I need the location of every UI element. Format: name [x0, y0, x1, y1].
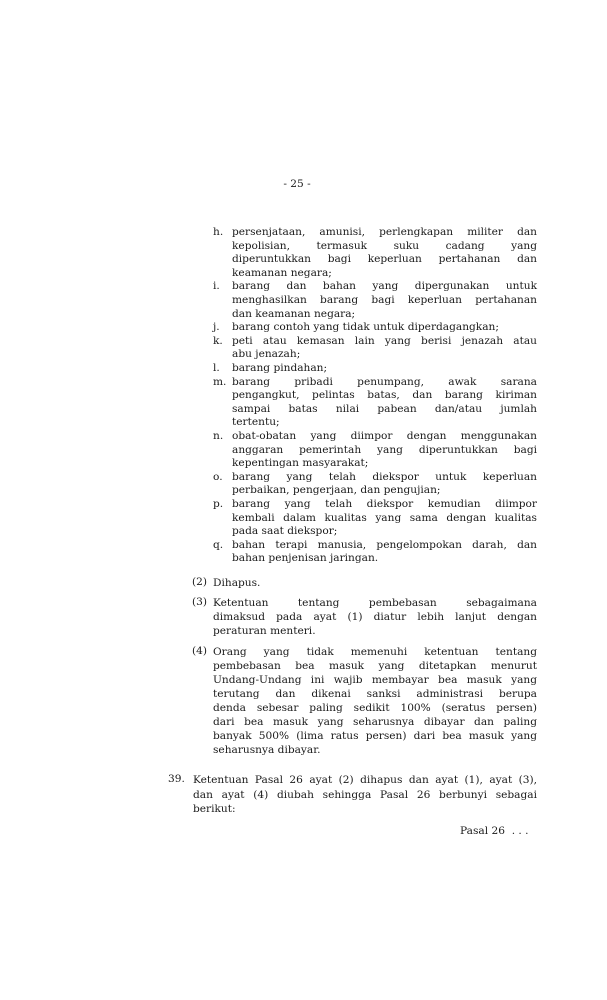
- item-label: p.: [213, 498, 224, 510]
- item-label: o.: [213, 470, 223, 483]
- text-line: barang pribadi penumpang, awak sarana: [232, 375, 537, 388]
- item-label: q.: [213, 538, 224, 551]
- item-label: l.: [213, 362, 220, 374]
- text-line: kepolisian, termasuk suku cadang yang: [232, 239, 537, 252]
- text-line: bahan penjenisan jaringan.: [232, 552, 379, 565]
- item-label: h.: [213, 226, 224, 238]
- text-line: kepentingan masyarakat;: [232, 457, 369, 470]
- text-line: peraturan menteri.: [213, 625, 316, 637]
- text-line: sampai batas nilai pabean dan/atau jumlah: [232, 402, 537, 415]
- text-line: seharusnya dibayar.: [213, 744, 321, 756]
- text-line: dari bea masuk yang seharusnya dibayar dan paling: [213, 716, 537, 728]
- text-line: barang contoh yang tidak untuk diperdagangkan;: [232, 321, 499, 334]
- item-label: (4): [192, 645, 208, 657]
- text-line: kembali dalam kualitas yang sama dengan kualitas: [232, 511, 537, 524]
- text-line: abu jenazah;: [232, 348, 301, 361]
- text-line: Orang yang tidak memenuhi ketentuan tentang: [213, 646, 537, 658]
- next-page-catchword: Pasal 26 . . .: [460, 825, 529, 837]
- text-line: barang dan bahan yang dipergunakan untuk: [232, 280, 537, 293]
- text-line: banyak 500% (lima ratus persen) dari bea masuk yang: [213, 730, 537, 742]
- item-label: k.: [213, 334, 223, 347]
- text-line: barang yang telah diekspor kemudian diimpor: [232, 498, 537, 510]
- text-line: perbaikan, pengerjaan, dan pengujian;: [232, 484, 441, 497]
- text-line: Dihapus.: [213, 577, 261, 589]
- text-line: Ketentuan Pasal 26 ayat (2) dihapus dan ayat (1), ayat (3),: [193, 774, 537, 786]
- item-label: (2): [192, 576, 208, 588]
- item-label: m.: [213, 375, 227, 388]
- text-line: pengangkut, pelintas batas, dan barang kiriman: [232, 389, 537, 402]
- text-line: persenjataan, amunisi, perlengkapan militer dan: [232, 226, 537, 238]
- text-line: pembebasan bea masuk yang ditetapkan menurut: [213, 660, 537, 672]
- text-line: bahan terapi manusia, pengelompokan darah, dan: [232, 538, 537, 551]
- text-line: menghasilkan barang bagi keperluan pertahanan: [232, 293, 537, 306]
- item-label: j.: [213, 321, 220, 334]
- text-line: pada saat diekspor;: [232, 525, 338, 538]
- item-label: i.: [213, 280, 220, 293]
- item-label: 39.: [168, 773, 185, 785]
- text-line: peti atau kemasan lain yang berisi jenazah atau: [232, 334, 537, 347]
- text-line: barang yang telah diekspor untuk keperluan: [232, 470, 537, 483]
- text-line: dimaksud pada ayat (1) diatur lebih lanjut dengan: [213, 611, 537, 623]
- text-line: diperuntukkan bagi keperluan pertahanan dan: [232, 253, 537, 266]
- text-line: Ketentuan tentang pembebasan sebagaimana: [213, 597, 537, 609]
- text-line: denda sebesar paling sedikit 100% (seratus persen): [213, 702, 537, 714]
- item-label: (3): [192, 596, 208, 608]
- text-line: barang pindahan;: [232, 362, 328, 374]
- text-line: keamanan negara;: [232, 266, 332, 279]
- text-line: dan ayat (4) diubah sehingga Pasal 26 berbunyi sebagai: [193, 788, 537, 801]
- page-number: - 25 -: [283, 178, 311, 190]
- text-line: obat-obatan yang diimpor dengan menggunakan: [232, 430, 537, 442]
- text-line: anggaran pemerintah yang diperuntukkan bagi: [232, 443, 537, 456]
- text-line: terutang dan dikenai sanksi administrasi berupa: [213, 688, 537, 700]
- item-label: n.: [213, 430, 224, 442]
- text-line: Undang-Undang ini wajib membayar bea masuk yang: [213, 674, 537, 686]
- text-line: berikut:: [193, 803, 236, 815]
- text-line: dan keamanan negara;: [232, 307, 356, 320]
- text-line: tertentu;: [232, 416, 280, 429]
